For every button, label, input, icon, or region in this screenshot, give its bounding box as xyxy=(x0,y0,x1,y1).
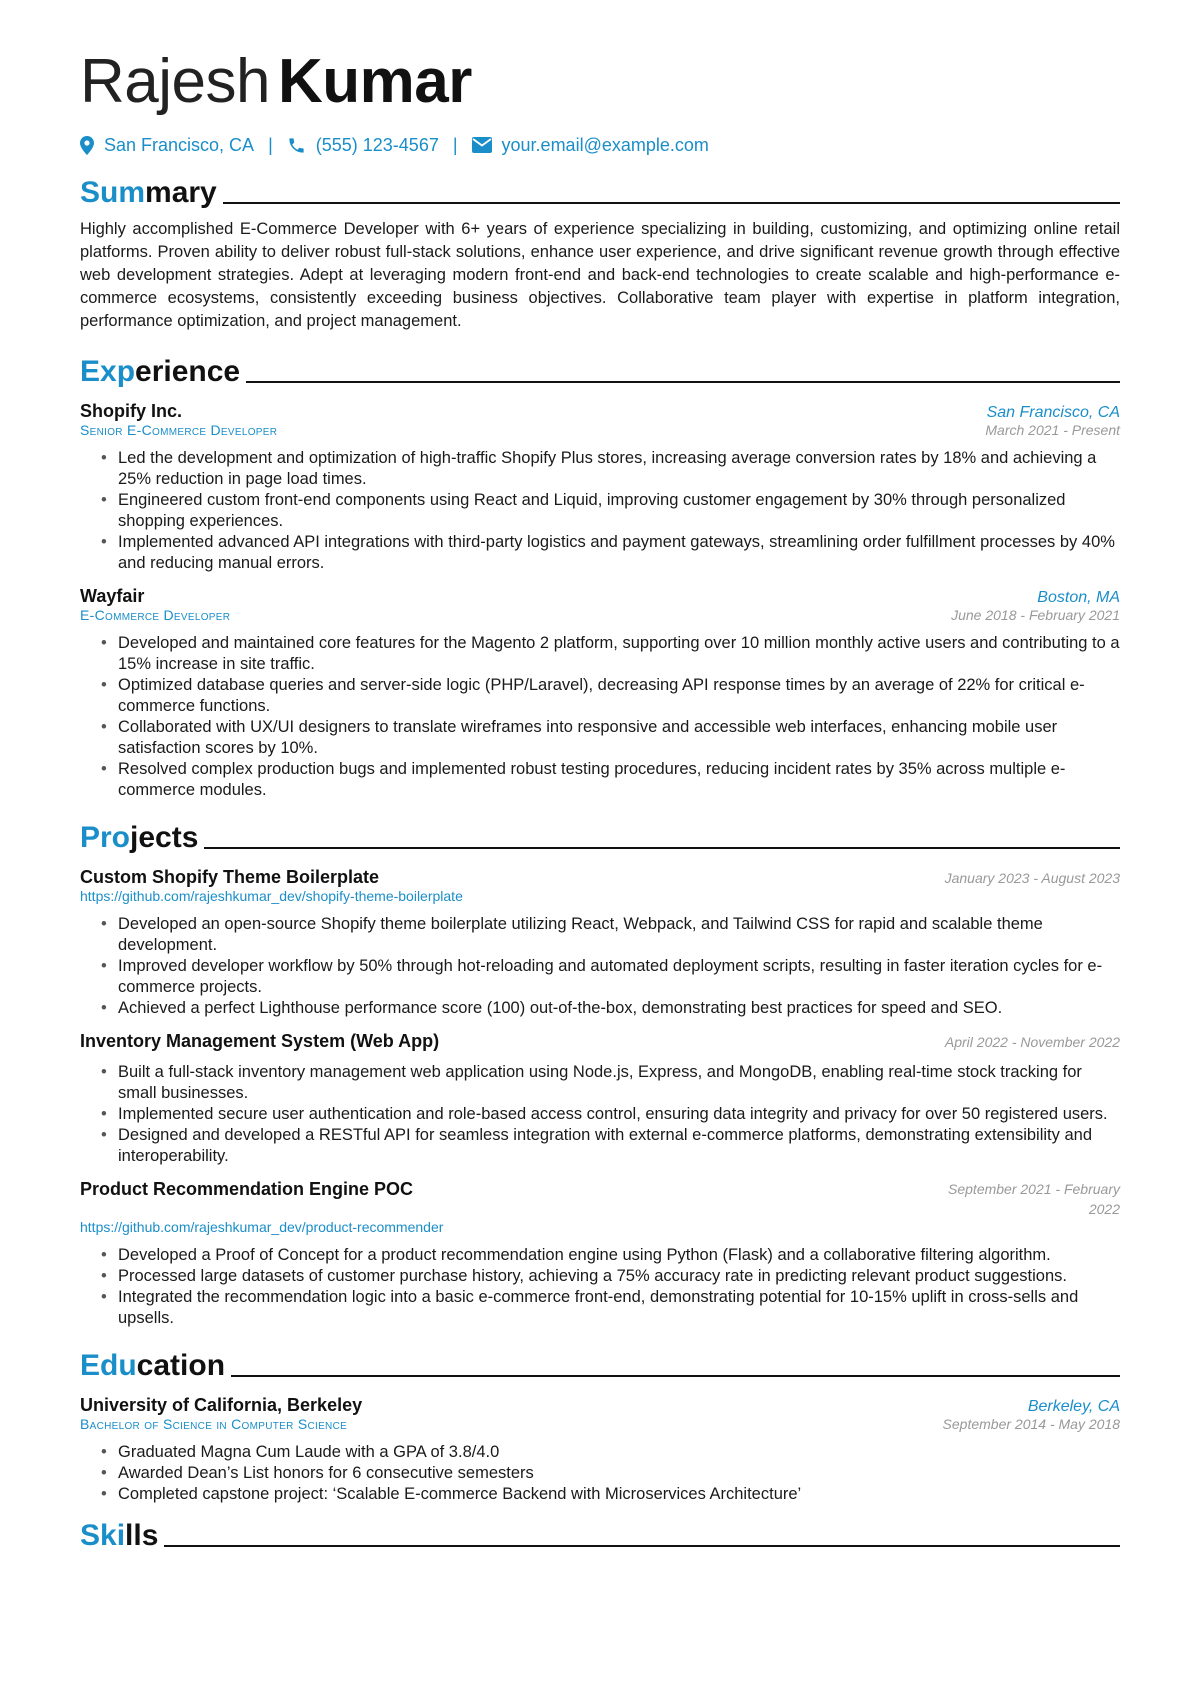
bullet-list xyxy=(80,914,1120,1019)
project-link[interactable]: https://github.com/rajeshkumar_dev/shopify-theme-boilerplate xyxy=(80,888,463,904)
section-title xyxy=(80,1519,158,1553)
envelope-icon xyxy=(472,137,492,153)
education-dates: September 2014 - May 2018 xyxy=(942,1416,1120,1432)
section-title-rest: erience xyxy=(135,355,241,388)
school-name: University of California, Berkeley xyxy=(80,1395,363,1415)
bullet-item: • Integrated the recommendation logic into a basic e-commerce front-end, demonstrating potential for 10-15% uplift in cross-sells and upsells. xyxy=(118,1287,1120,1329)
bullet-item: • Optimized database queries and server-side logic (PHP/Laravel), decreasing API response times by an average of 22% for critical e-commerce functions. xyxy=(118,675,1120,717)
project-entry xyxy=(80,1031,1120,1167)
section-title-accent: Edu xyxy=(80,1349,137,1382)
skills-heading xyxy=(80,1515,1120,1553)
bullet-item: • Led the development and optimization of high-traffic Shopify Plus stores, increasing average conversion rates by 18% and achieving a 25% reduction in page load times. xyxy=(118,448,1120,490)
bullet-item: • Completed capstone project: ‘Scalable E-commerce Backend with Microservices Architecture’ xyxy=(118,1484,1120,1505)
project-dates: September 2021 - February 2022 xyxy=(948,1181,1120,1217)
bullet-item: • Implemented advanced API integrations with third-party logistics and payment gateways, streamlining order fulfillment processes by 40% and reducing manual errors. xyxy=(118,532,1120,574)
bullet-item: • Developed a Proof of Concept for a product recommendation engine using Python (Flask) and a collaborative filtering algorithm. xyxy=(118,1245,1120,1266)
summary-heading xyxy=(80,172,1120,210)
email-text: your.email@example.com xyxy=(501,134,709,155)
first-name: Rajesh xyxy=(80,47,270,116)
project-title: Inventory Management System (Web App) xyxy=(80,1031,440,1051)
phone-text: (555) 123-4567 xyxy=(315,134,439,155)
phone-icon xyxy=(287,136,306,155)
job-dates: June 2018 - February 2021 xyxy=(951,607,1120,623)
experience-heading xyxy=(80,351,1120,389)
resume-page xyxy=(80,0,1120,1553)
project-entry xyxy=(80,867,1120,1019)
project-link[interactable]: https://github.com/rajeshkumar_dev/product-recommender xyxy=(80,1219,444,1235)
bullet-item: • Built a full-stack inventory management web application using Node.js, Express, and MongoDB, enabling real-time stock tracking for small businesses. xyxy=(118,1062,1120,1104)
section-title-accent: Ski xyxy=(80,1519,126,1552)
bullet-item: • Awarded Dean’s List honors for 6 consecutive semesters xyxy=(118,1463,1120,1484)
bullet-item: • Developed and maintained core features for the Magento 2 platform, supporting over 10 million monthly active users and contributing to a 15% increase in site traffic. xyxy=(118,633,1120,675)
section-title-rest: cation xyxy=(136,1349,226,1382)
section-rule xyxy=(246,381,1120,383)
project-title: Product Recommendation Engine POC xyxy=(80,1179,414,1199)
bullet-list xyxy=(80,1245,1120,1329)
section-title xyxy=(80,1349,225,1383)
bullet-item: • Achieved a perfect Lighthouse performance score (100) out-of-the-box, demonstrating best practices for speed and SEO. xyxy=(118,998,1120,1019)
projects-heading xyxy=(80,817,1120,855)
company-name: Shopify Inc. xyxy=(80,401,183,421)
experience-entry xyxy=(80,586,1120,801)
last-name: Kumar xyxy=(278,47,472,116)
section-rule xyxy=(204,847,1120,849)
bullet-list xyxy=(80,448,1120,574)
summary-text: Highly accomplished E-Commerce Developer with 6+ years of experience specializing in building, customizing, and optimizing online retail platforms. Proven ability to deliver robust full-stack solutions, enhance user experience, and drive significant revenue growth through effective web development strategies. Adept at leveraging modern front-end and back-end technologies to create scalable and high-performance e-commerce ecosystems, consistently exceeding business objectives. Collaborative team player with expertise in platform integration, performance optimization, and project management. xyxy=(80,220,1120,330)
project-title: Custom Shopify Theme Boilerplate xyxy=(80,867,380,887)
experience-entry xyxy=(80,401,1120,574)
bullet-item: • Graduated Magna Cum Laude with a GPA of 3.8/4.0 xyxy=(118,1442,1120,1463)
bullet-item: • Improved developer workflow by 50% through hot-reloading and automated deployment scripts, resulting in faster iteration cycles for e-commerce projects. xyxy=(118,956,1120,998)
map-pin-icon xyxy=(80,136,94,155)
bullet-item: • Resolved complex production bugs and implemented robust testing procedures, reducing incident rates by 35% across multiple e-commerce modules. xyxy=(118,759,1120,801)
bullet-item: • Engineered custom front-end components using React and Liquid, improving customer engagement by 30% through personalized shopping experiences. xyxy=(118,490,1120,532)
contact-separator: | xyxy=(452,134,458,155)
section-title-rest: lls xyxy=(125,1519,159,1552)
contact-separator: | xyxy=(268,134,273,155)
section-title-rest: jects xyxy=(130,821,199,854)
section-rule xyxy=(231,1375,1120,1377)
job-location: Boston, MA xyxy=(1037,589,1120,606)
section-title xyxy=(80,821,198,855)
education-entry xyxy=(80,1395,1120,1505)
project-dates: April 2022 - November 2022 xyxy=(944,1034,1120,1050)
section-title xyxy=(80,355,240,389)
location-text: San Francisco, CA xyxy=(104,134,255,155)
location-item xyxy=(80,135,254,156)
job-dates: March 2021 - Present xyxy=(985,422,1120,438)
bullet-list xyxy=(80,633,1120,801)
phone-item[interactable] xyxy=(287,135,439,156)
bullet-item: • Designed and developed a RESTful API for seamless integration with external e-commerce platforms, demonstrating extensibility and interoperability. xyxy=(118,1125,1120,1167)
company-name: Wayfair xyxy=(80,586,145,606)
section-rule xyxy=(164,1545,1120,1547)
section-title-rest: mary xyxy=(145,176,217,209)
bullet-item: • Collaborated with UX/UI designers to translate wireframes into responsive and accessible web interfaces, enhancing mobile user satisfaction scores by 10%. xyxy=(118,717,1120,759)
bullet-item: • Processed large datasets of customer purchase history, achieving a 75% accuracy rate in predicting relevant product suggestions. xyxy=(118,1266,1120,1287)
school-location: Berkeley, CA xyxy=(1027,1398,1120,1415)
section-title-accent: Pro xyxy=(80,821,131,854)
candidate-name xyxy=(80,44,1120,120)
bullet-item: • Implemented secure user authentication and role-based access control, ensuring data integrity and privacy for over 50 registered users. xyxy=(118,1104,1120,1125)
bullet-list xyxy=(80,1442,1120,1505)
bullet-list xyxy=(80,1062,1120,1167)
job-role: Senior E-Commerce Developer xyxy=(80,422,278,438)
project-dates: January 2023 - August 2023 xyxy=(944,870,1120,886)
bullet-item: • Developed an open-source Shopify theme boilerplate utilizing React, Webpack, and Tailwind CSS for rapid and scalable theme development. xyxy=(118,914,1120,956)
education-heading xyxy=(80,1345,1120,1383)
project-entry xyxy=(80,1179,1120,1329)
section-title xyxy=(80,176,217,210)
job-location: San Francisco, CA xyxy=(986,404,1120,421)
section-rule xyxy=(223,202,1120,204)
contact-line xyxy=(80,132,1120,158)
job-role: E-Commerce Developer xyxy=(80,607,231,623)
degree: Bachelor of Science in Computer Science xyxy=(80,1416,348,1432)
section-title-accent: Exp xyxy=(80,355,136,388)
section-title-accent: Sum xyxy=(80,176,146,209)
email-item[interactable] xyxy=(472,135,709,156)
